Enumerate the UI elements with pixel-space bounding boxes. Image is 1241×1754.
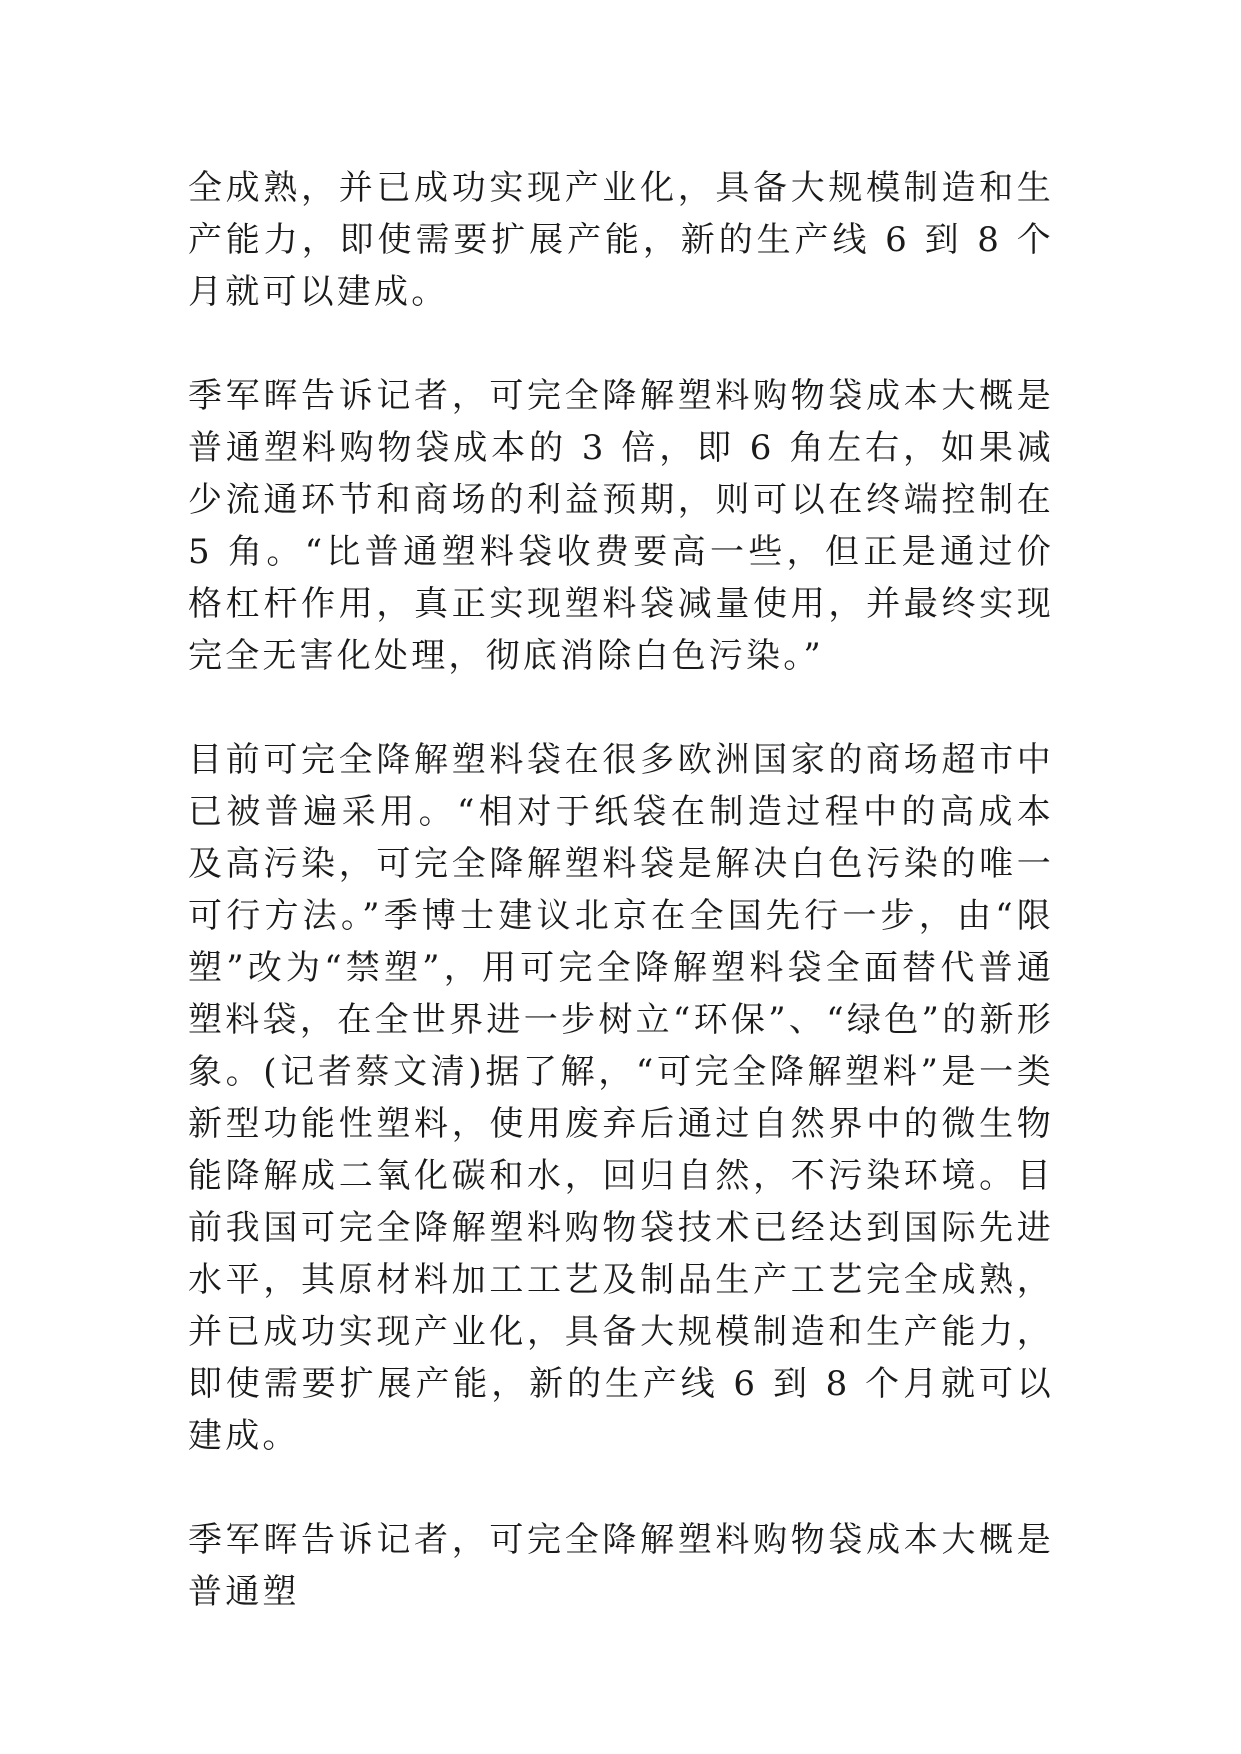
paragraph-1: 全成熟，并已成功实现产业化，具备大规模制造和生产能力，即使需要扩展产能，新的生产线 6 到 8 个月就可以建成。 xyxy=(188,168,1054,312)
document-body xyxy=(188,162,1054,1618)
paragraph-2: 季军晖告诉记者，可完全降解塑料购物袋成本大概是普通塑料购物袋成本的 3 倍，即 6 角左右，如果减少流通环节和商场的利益预期，则可以在终端控制在 5 角。“比普通塑料袋收费要高一些，但正是通过价格杠杆作用，真正实现塑料袋减量使用，并最终实现完全无害化处理，彻底消除白色污染。” xyxy=(188,376,1054,676)
paragraph-4: 季军晖告诉记者，可完全降解塑料购物袋成本大概是普通塑 xyxy=(188,1520,1054,1612)
paragraph-3: 目前可完全降解塑料袋在很多欧洲国家的商场超市中已被普遍采用。“相对于纸袋在制造过程中的高成本及高污染，可完全降解塑料袋是解决白色污染的唯一可行方法。”季博士建议北京在全国先行一步，由“限塑”改为“禁塑”，用可完全降解塑料袋全面替代普通塑料袋，在全世界进一步树立“环保”、“绿色”的新形象。(记者蔡文清)据了解，“可完全降解塑料”是一类新型功能性塑料，使用废弃后通过自然界中的微生物能降解成二氧化碳和水，回归自然，不污染环境。目前我国可完全降解塑料购物袋技术已经达到国际先进水平，其原材料加工工艺及制品生产工艺完全成熟，并已成功实现产业化，具备大规模制造和生产能力，即使需要扩展产能，新的生产线 6 到 8 个月就可以建成。 xyxy=(188,740,1054,1456)
